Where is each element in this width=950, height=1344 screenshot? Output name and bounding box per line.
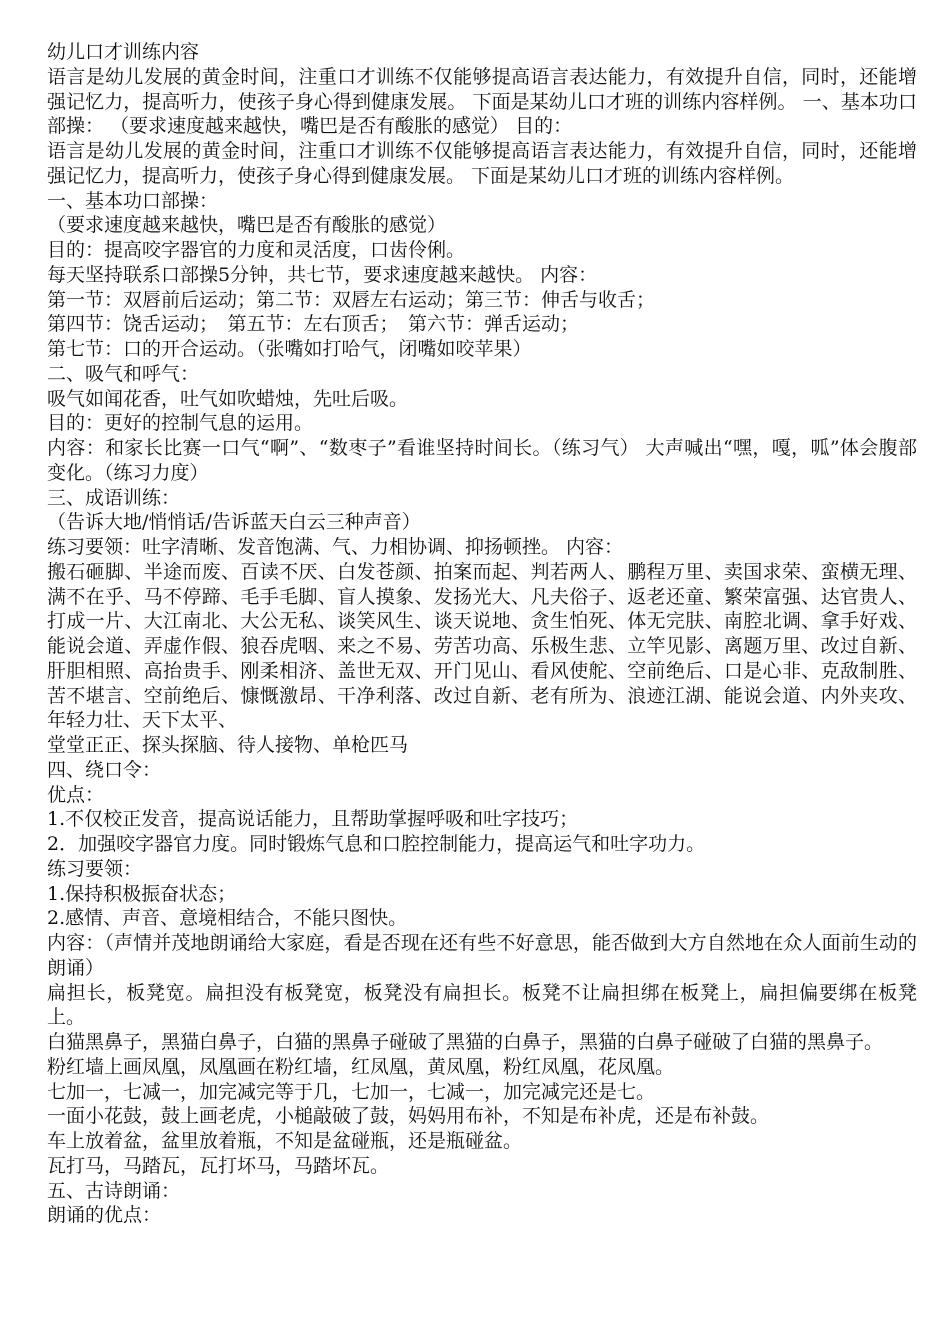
doc-line: 内容：（声情并茂地朗诵给大家庭，看是否现在还有些不好意思，能否做到大方自然地在众人面前生动的朗诵）: [47, 932, 917, 979]
doc-line: 目的：提高咬字器官的力度和灵活度，口齿伶俐。: [47, 239, 466, 261]
doc-line: 1.不仅校正发音，提高说话能力，且帮助掌握呼吸和吐字技巧；: [47, 808, 579, 831]
section-heading: 三、成语训练：: [47, 486, 181, 509]
idiom-list: 搬石砸脚、半途而废、百读不厌、白发苍颜、拍案而起、判若两人、鹏程万里、卖国求荣、蛮横无理、满不在乎、马不停蹄、毛手毛脚、盲人摸象、发扬光大、凡夫俗子、返老还童、繁荣富强、达官贵人、打成一片、大江南北、大公无私、谈笑风生、谈天说地、贪生怕死、体无完肤、南腔北调、拿手好戏、能说会道、弄虚作假、狼吞虎咽、来之不易、劳苦功高、乐极生悲、立竿见影、离题万里、改过自新、肝胆相照、高抬贵手、刚柔相济、盖世无双、开门见山、看风使舵、空前绝后、口是心非、克敌制胜、苦不堪言、空前绝后、慷慨激昂、干净利落、改过自新、老有所为、浪迹江湖、能说会道、内外夹攻、年轻力壮、天下太平、: [47, 560, 917, 732]
doc-line: 语言是幼儿发展的黄金时间，注重口才训练不仅能够提高语言表达能力，有效提升自信，同时，还能增强记忆力，提高听力，使孩子身心得到健康发展。 下面是某幼儿口才班的训练内容样例。: [47, 140, 917, 187]
tongue-twister: 白猫黑鼻子，黑猫白鼻子，白猫的黑鼻子碰破了黑猫的白鼻子，黑猫的白鼻子碰破了白猫的黑鼻子。: [47, 1031, 884, 1053]
doc-line: 目的：更好的控制气息的运用。: [47, 412, 314, 435]
doc-line: 2．加强咬字器官力度。同时锻炼气息和口腔控制能力，提高运气和吐字功力。: [47, 833, 706, 855]
idiom-list: 堂堂正正、探头探脑、待人接物、单枪匹马: [47, 734, 409, 756]
doc-line: 第一节：双唇前后运动；第二节：双唇左右运动；第三节：伸舌与收舌；: [47, 288, 656, 311]
doc-line: 第四节：饶舌运动； 第五节：左右顶舌； 第六节：弹舌运动；: [47, 313, 580, 336]
section-heading: 四、绕口令：: [47, 758, 162, 781]
doc-line: 优点：: [47, 783, 105, 806]
doc-line: 朗诵的优点：: [47, 1204, 162, 1227]
tongue-twister: 粉红墙上画凤凰，凤凰画在粉红墙，红凤凰，黄凤凰，粉红凤凰，花凤凰。: [47, 1055, 675, 1078]
doc-line: 1.保持积极振奋状态；: [47, 882, 237, 905]
doc-line: 每天坚持联系口部操5分钟，共七节，要求速度越来越快。 内容：: [47, 263, 598, 286]
doc-line: 2.感情、声音、意境相结合，不能只图快。: [47, 907, 408, 930]
tongue-twister: 一面小花鼓，鼓上画老虎，小槌敲破了鼓，妈妈用布补，不知是布补虎，还是布补鼓。: [47, 1105, 770, 1128]
tongue-twister: 瓦打马，马踏瓦，瓦打坏马，马踏坏瓦。: [47, 1154, 390, 1177]
doc-line: 内容：和家长比赛一口气“啊”、“数枣子”看谁坚持时间长。（练习气） 大声喊出“嘿，嘎，呱”体会腹部变化。（练习力度）: [47, 437, 917, 484]
doc-line: 语言是幼儿发展的黄金时间，注重口才训练不仅能够提高语言表达能力，有效提升自信，同时，还能增强记忆力，提高听力，使孩子身心得到健康发展。 下面是某幼儿口才班的训练内容样例。 一、基本功口部操： （要求速度越来越快，嘴巴是否有酸胀的感觉） 目的：: [47, 65, 917, 138]
doc-line: 练习要领：: [47, 857, 143, 880]
doc-line: 练习要领：吐字清晰、发音饱满、气、力相协调、抑扬顿挫。 内容：: [47, 536, 624, 558]
tongue-twister: 扁担长，板凳宽。扁担没有板凳宽，板凳没有扁担长。板凳不让扁担绑在板凳上，扁担偏要绑在板凳上。: [47, 981, 917, 1029]
doc-line: 吸气如闻花香，吐气如吹蜡烛，先吐后吸。: [47, 387, 409, 410]
section-heading: 一、基本功口部操：: [47, 189, 219, 212]
doc-line: （告诉大地/悄悄话/告诉蓝天白云三种声音）: [47, 511, 421, 534]
doc-line: （要求速度越来越快，嘴巴是否有酸胀的感觉）: [47, 214, 447, 237]
document-body: [47, 40, 917, 1228]
doc-line: 第七节：口的开合运动。（张嘴如打哈气，闭嘴如咬苹果）: [47, 338, 532, 360]
tongue-twister: 七加一，七减一，加完减完等于几，七加一，七减一，加完减完还是七。: [47, 1080, 656, 1103]
tongue-twister: 车上放着盆，盆里放着瓶，不知是盆碰瓶，还是瓶碰盆。: [47, 1130, 523, 1152]
section-heading: 二、吸气和呼气：: [47, 362, 200, 385]
section-heading: 五、古诗朗诵：: [47, 1179, 181, 1202]
document-title: 幼儿口才训练内容: [47, 41, 200, 63]
